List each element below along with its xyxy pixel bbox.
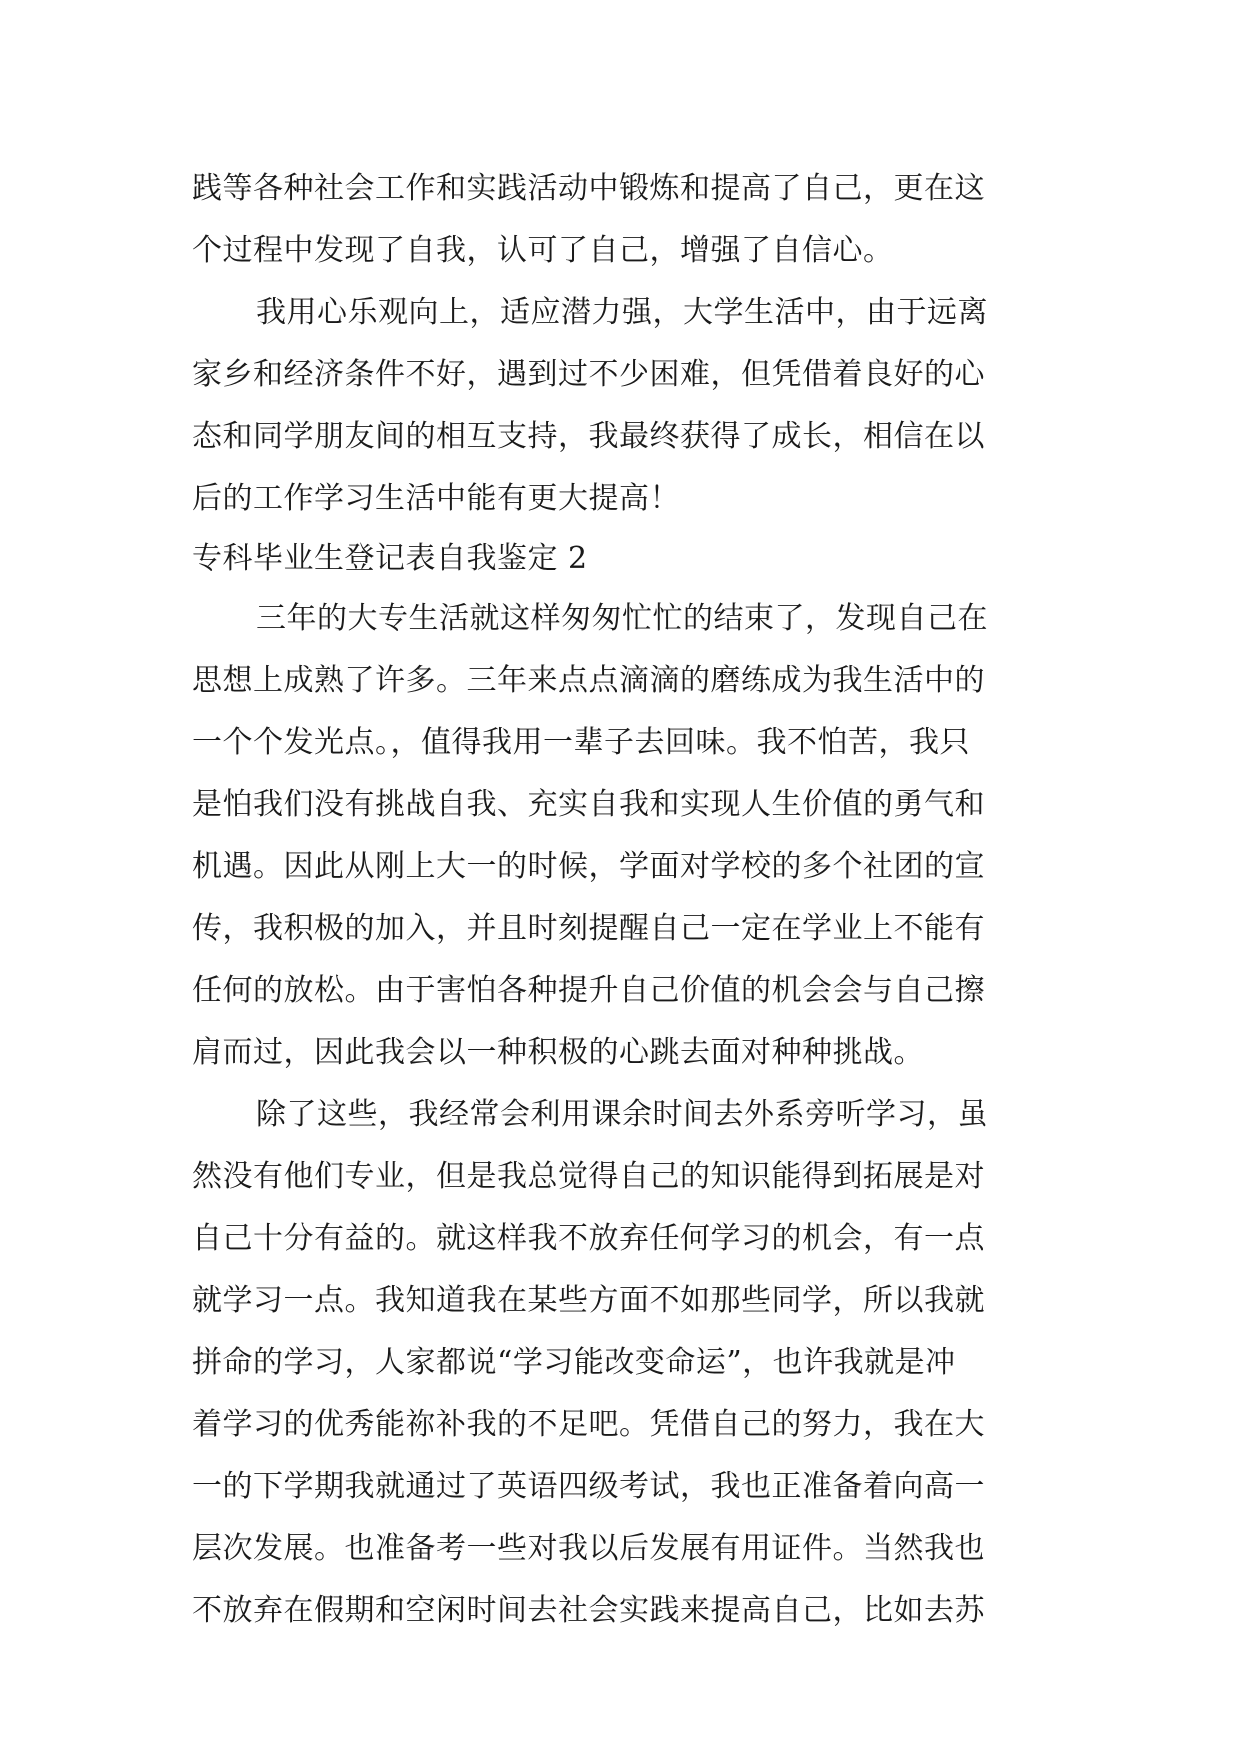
text-line: 三年的大专生活就这样匆匆忙忙的结束了，发现自己在	[256, 601, 988, 636]
text-line: 自己十分有益的。就这样我不放弃任何学习的机会，有一点	[192, 1221, 985, 1256]
text-line: 后的工作学习生活中能有更大提高！	[192, 481, 680, 516]
text-line: 是怕我们没有挑战自我、充实自我和实现人生价值的勇气和	[192, 787, 985, 822]
text-line: 一的下学期我就通过了英语四级考试，我也正准备着向高一	[192, 1469, 985, 1504]
text-line: 层次发展。也准备考一些对我以后发展有用证件。当然我也	[192, 1531, 985, 1566]
text-line: 践等各种社会工作和实践活动中锻炼和提高了自己，更在这	[192, 171, 985, 206]
text-line: 着学习的优秀能祢补我的不足吧。凭借自己的努力，我在大	[192, 1407, 985, 1442]
text-line: 除了这些，我经常会利用课余时间去外系旁听学习，虽	[256, 1097, 988, 1132]
text-line: 不放弃在假期和空闲时间去社会实践来提高自己，比如去苏	[192, 1593, 985, 1628]
section-heading: 专科毕业生登记表自我鉴定 2	[192, 541, 588, 576]
text-line: 就学习一点。我知道我在某些方面不如那些同学，所以我就	[192, 1283, 985, 1318]
text-line: 家乡和经济条件不好，遇到过不少困难，但凭借着良好的心	[192, 357, 985, 392]
text-line: 拼命的学习，人家都说“学习能改变命运”，也许我就是冲	[192, 1345, 956, 1380]
text-line: 态和同学朋友间的相互支持，我最终获得了成长，相信在以	[192, 419, 985, 454]
text-line: 任何的放松。由于害怕各种提升自己价值的机会会与自己擦	[192, 973, 985, 1008]
text-line: 思想上成熟了许多。三年来点点滴滴的磨练成为我生活中的	[192, 663, 985, 698]
document-body	[192, 158, 1052, 1642]
text-line: 一个个发光点。，值得我用一辈子去回味。我不怕苦，我只	[192, 725, 970, 760]
text-line: 机遇。因此从刚上大一的时候，学面对学校的多个社团的宣	[192, 849, 985, 884]
text-line: 肩而过，因此我会以一种积极的心跳去面对种种挑战。	[192, 1035, 924, 1070]
text-line: 个过程中发现了自我，认可了自己，增强了自信心。	[192, 233, 894, 268]
text-line: 然没有他们专业，但是我总觉得自己的知识能得到拓展是对	[192, 1159, 985, 1194]
text-line: 传，我积极的加入，并且时刻提醒自己一定在学业上不能有	[192, 911, 985, 946]
text-line: 我用心乐观向上，适应潜力强，大学生活中，由于远离	[256, 295, 988, 330]
